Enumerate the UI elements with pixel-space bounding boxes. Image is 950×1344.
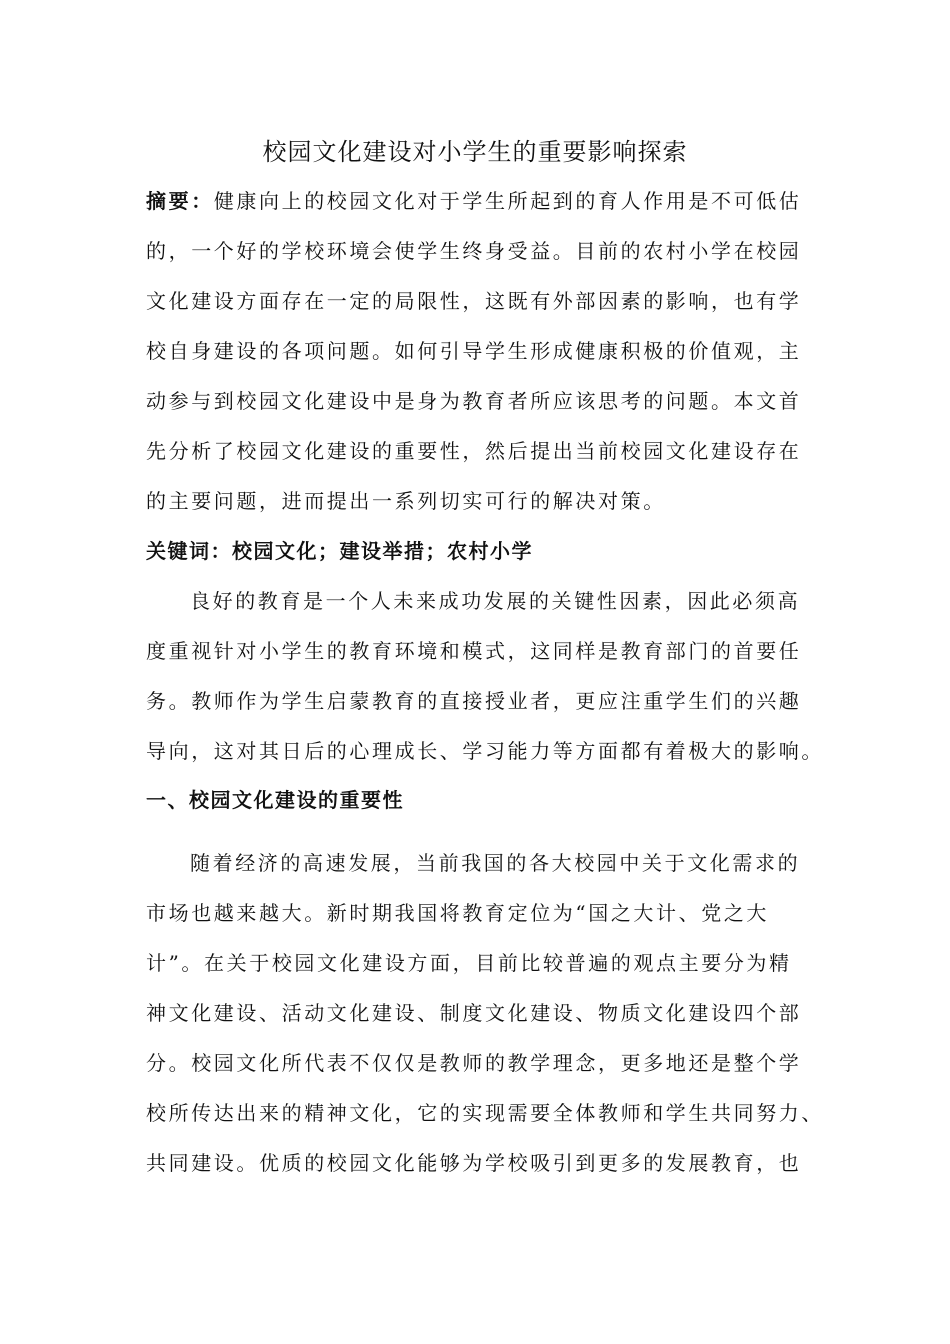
abstract-line: 文化建设方面存在一定的局限性，这既有外部因素的影响，也有学 bbox=[146, 289, 802, 313]
abstract-block bbox=[146, 176, 806, 526]
abstract-line bbox=[146, 176, 806, 226]
section-heading: 一、校园文化建设的重要性 bbox=[146, 788, 404, 812]
abstract-line: 的，一个好的学校环境会使学生终身受益。目前的农村小学在校园 bbox=[146, 239, 802, 263]
abstract-text: 健康向上的校园文化对于学生所起到的育人作用是不可低估 bbox=[213, 189, 802, 213]
paragraph-line: 良好的教育是一个人未来成功发展的关键性因素，因此必须高 bbox=[190, 589, 801, 613]
section1-paragraph bbox=[146, 838, 824, 1188]
abstract-line: 动参与到校园文化建设中是身为教育者所应该思考的问题。本文首 bbox=[146, 389, 802, 413]
abstract-label: 摘要： bbox=[146, 189, 214, 213]
paragraph-line: 务。教师作为学生启蒙教育的直接授业者，更应注重学生们的兴趣 bbox=[146, 689, 802, 713]
abstract-line: 的主要问题，进而提出一系列切实可行的解决对策。 bbox=[146, 489, 666, 513]
paragraph-line: 共同建设。优质的校园文化能够为学校吸引到更多的发展教育，也 bbox=[146, 1151, 802, 1175]
paragraph-line: 校所传达出来的精神文化，它的实现需要全体教师和学生共同努力、 bbox=[146, 1101, 824, 1125]
keywords: 关键词：校园文化；建设举措；农村小学 bbox=[146, 539, 533, 563]
intro-paragraph bbox=[146, 576, 824, 776]
paragraph-line: 神文化建设、活动文化建设、制度文化建设、物质文化建设四个部 bbox=[146, 1001, 802, 1025]
paragraph-line: 计”。在关于校园文化建设方面，目前比较普遍的观点主要分为精 bbox=[146, 951, 792, 975]
abstract-line: 校自身建设的各项问题。如何引导学生形成健康积极的价值观，主 bbox=[146, 339, 802, 363]
paragraph-line: 导向，这对其日后的心理成长、学习能力等方面都有着极大的影响。 bbox=[146, 739, 824, 763]
paragraph-line: 随着经济的高速发展，当前我国的各大校园中关于文化需求的 bbox=[190, 851, 801, 875]
paragraph-line: 分。校园文化所代表不仅仅是教师的教学理念，更多地还是整个学 bbox=[146, 1051, 802, 1075]
abstract-line: 先分析了校园文化建设的重要性，然后提出当前校园文化建设存在 bbox=[146, 439, 802, 463]
paragraph-line: 市场也越来越大。新时期我国将教育定位为“国之大计、党之大 bbox=[146, 901, 770, 925]
paragraph-line: 度重视针对小学生的教育环境和模式，这同样是教育部门的首要任 bbox=[146, 639, 802, 663]
document-title: 校园文化建设对小学生的重要影响探索 bbox=[262, 138, 688, 166]
